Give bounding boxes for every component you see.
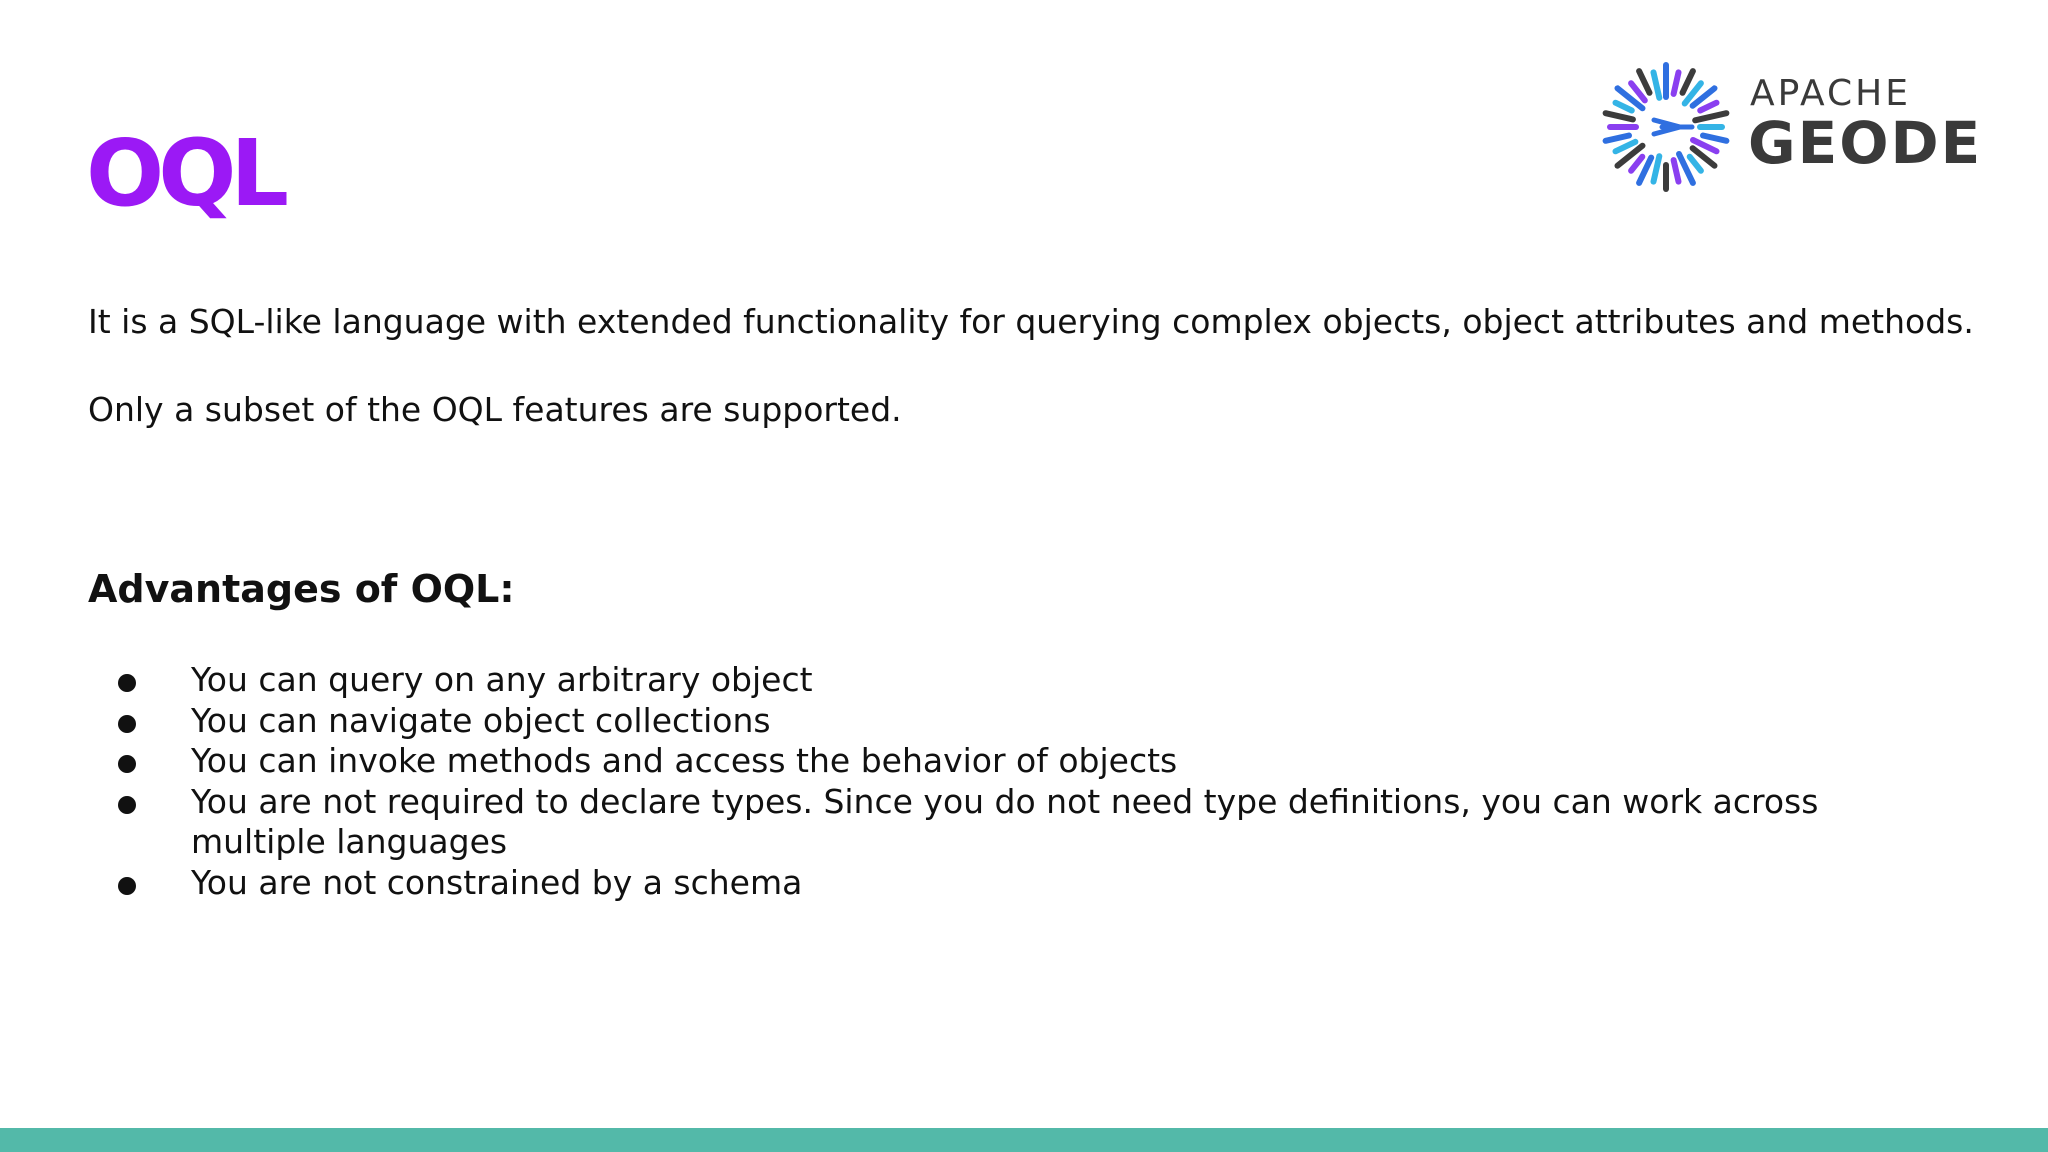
advantages-heading: Advantages of OQL: <box>88 567 515 611</box>
logo-apache-text: APACHE <box>1750 73 1911 114</box>
logo-ray <box>1700 103 1716 111</box>
logo-ray <box>1695 113 1726 120</box>
logo-ray <box>1616 103 1632 111</box>
description-paragraph: It is a SQL-like language with extended functionality for querying complex objects, object attributes and methods. <box>88 302 1974 341</box>
list-item-text: You can navigate object collections <box>191 700 771 740</box>
list-item-text: You are not constrained by a schema <box>191 862 803 902</box>
list-item-text: You can query on any arbitrary object <box>191 660 813 699</box>
list-item <box>0 660 2048 701</box>
bullet-icon <box>118 755 136 773</box>
footer-accent-bar <box>0 1128 2048 1152</box>
logo-ray <box>1683 71 1693 93</box>
logo-ray <box>1703 136 1726 141</box>
logo-ray <box>1606 113 1633 119</box>
list-item-text: You can invoke methods and access the behavior of objects <box>191 741 1178 780</box>
geode-burst-icon <box>1596 58 1736 196</box>
bullet-icon <box>118 877 136 895</box>
logo-ray <box>1674 160 1679 182</box>
bullet-icon <box>118 715 136 733</box>
logo-ray <box>1690 157 1701 171</box>
list-item <box>0 741 2048 782</box>
list-item <box>0 863 2048 904</box>
logo-geode-text: GEODE <box>1748 109 1983 177</box>
list-item <box>0 701 2048 742</box>
logo-ray <box>1674 72 1679 94</box>
bullet-icon <box>118 674 136 692</box>
logo-ray <box>1639 71 1649 93</box>
logo-ray <box>1631 157 1642 171</box>
apache-geode-logo <box>1596 58 1998 196</box>
logo-center-mark <box>1654 120 1692 134</box>
slide-title: OQL <box>86 120 284 227</box>
logo-ray <box>1606 136 1629 141</box>
logo-ray <box>1654 156 1660 181</box>
logo-ray <box>1616 142 1636 152</box>
list-item <box>0 782 2048 863</box>
advantages-list <box>0 660 2048 903</box>
support-note-paragraph: Only a subset of the OQL features are supported. <box>88 390 902 429</box>
list-item-text: You are not required to declare types. Since you do not need type definitions, you can work across multiple languages <box>191 781 1819 861</box>
bullet-icon <box>118 796 136 814</box>
logo-ray <box>1654 72 1660 97</box>
